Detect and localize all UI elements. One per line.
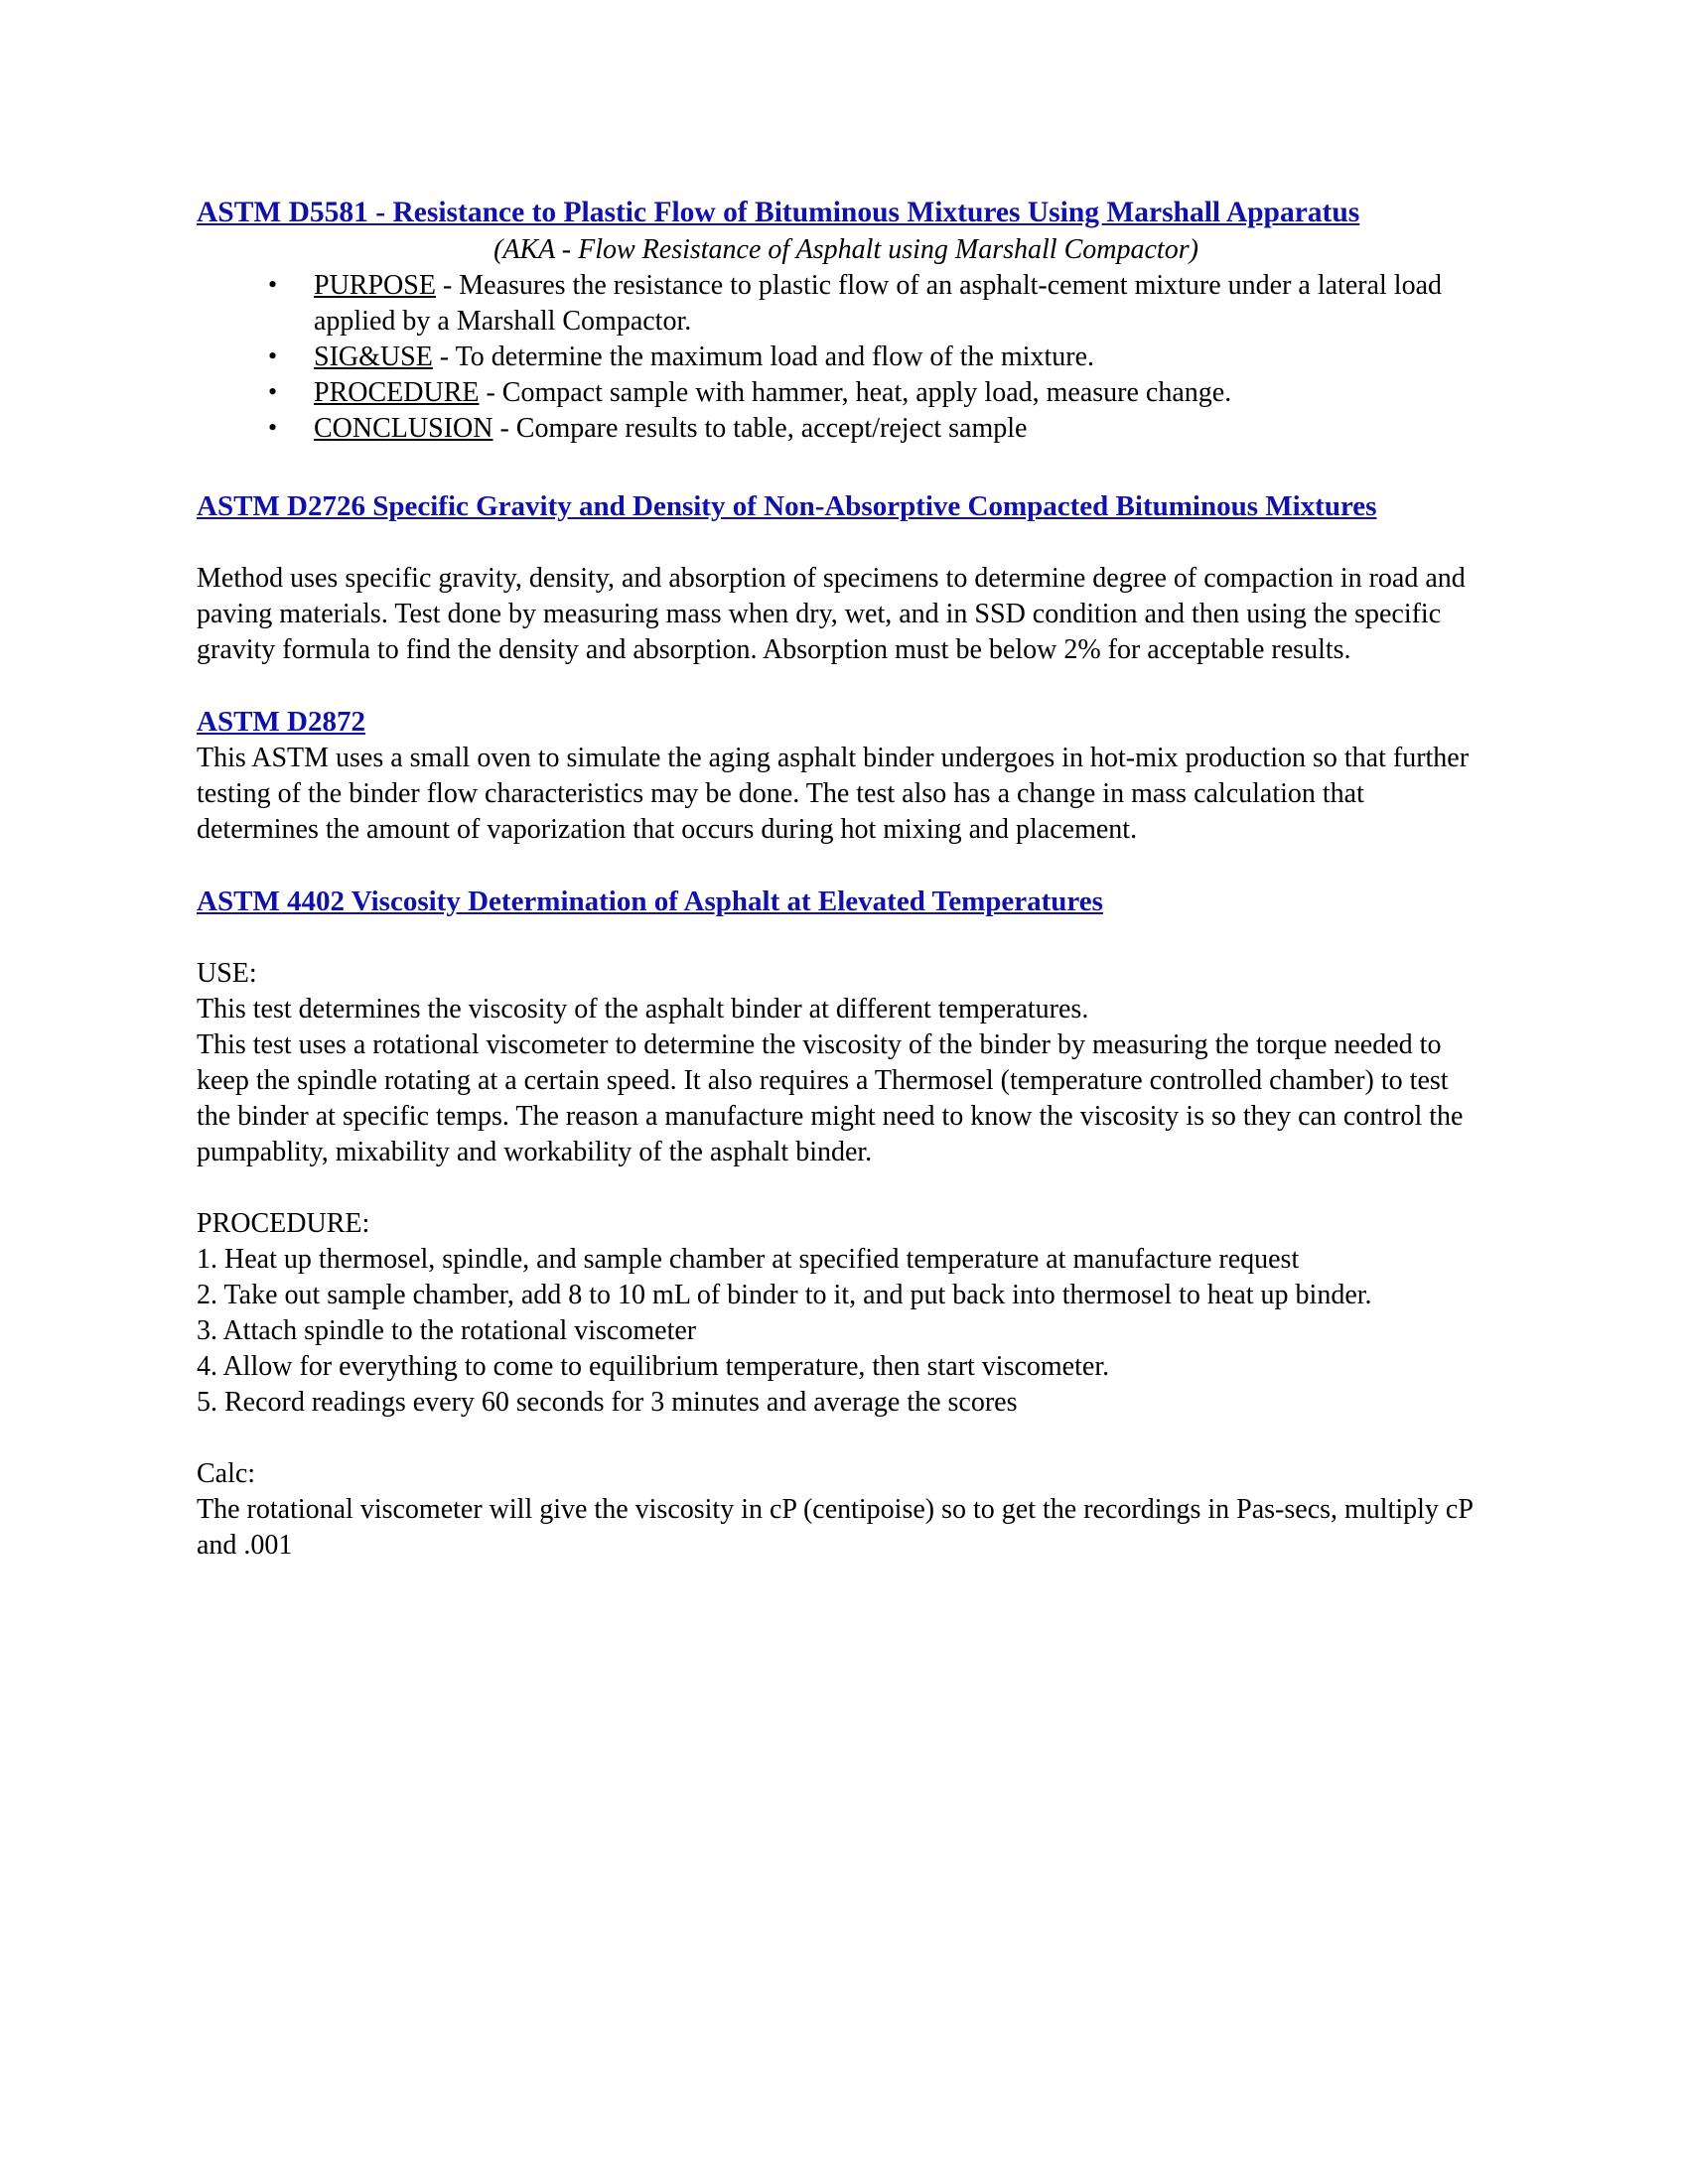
bullet-label: PROCEDURE [314,377,480,408]
bullet-text: - Measures the resistance to plastic flow of an asphalt-cement mixture under a lateral load applied by a Marshall Compactor. [314,270,1442,337]
calc-label: Calc: [197,1458,256,1489]
paragraph-astm-d2726: Method uses specific gravity, density, and absorption of specimens to determine degree of compaction in road and paving materials. Test done by measuring mass when dry, wet, and in SSD condition and then using the specific gravity formula to find the density and absorption. Absorption must be below 2% for acceptable results. [197,563,1466,665]
procedure-step: 1. Heat up thermosel, spindle, and sample chamber at specified temperature at manufacture request [197,1244,1300,1275]
bullet-text: - Compare results to table, accept/reject sample [492,413,1028,444]
spacer [197,920,1479,956]
list-item [268,411,1479,447]
subtitle-astm-d5581: (AKA - Flow Resistance of Asphalt using Marshall Compactor) [493,234,1198,265]
use-label: USE: [197,958,257,989]
list-item [268,340,1479,375]
bullet-label: CONCLUSION [314,413,493,444]
spacer [197,848,1479,884]
bullet-label: SIG&USE [314,341,433,372]
list-item [268,375,1479,411]
paragraph-use: This test uses a rotational viscometer to determine the viscosity of the binder by measuring the torque needed to keep the spindle rotating at a certain speed. It also requires a Thermosel (temperature controlled chamber) to test the binder at specific temps. The reason a manufacture might need to know the viscosity is so they can control the pumpablity, mixability and workability of the asphalt binder. [197,1029,1464,1167]
spacer [197,447,1479,488]
spacer [197,1170,1479,1206]
bullet-label: PURPOSE [314,270,436,301]
paragraph-astm-d2872: This ASTM uses a small oven to simulate the aging asphalt binder undergoes in hot-mix production so that further testing of the binder flow characteristics may be done. The test also has a change in mass calculation that determines the amount of vaporization that occurs during hot mixing and placement. [197,743,1470,845]
procedure-step: 4. Allow for everything to come to equilibrium temperature, then start viscometer. [197,1351,1110,1382]
procedure-step: 5. Record readings every 60 seconds for 3 minutes and average the scores [197,1387,1018,1418]
spacer [197,525,1479,561]
procedure-label: PROCEDURE: [197,1208,370,1239]
bullet-text: - To determine the maximum load and flow of the mixture. [432,341,1095,372]
list-item [268,268,1479,340]
procedure-step: 3. Attach spindle to the rotational viscometer [197,1315,697,1346]
bullet-text: - Compact sample with hammer, heat, apply load, measure change. [479,377,1232,408]
heading-astm-d5581: ASTM D5581 - Resistance to Plastic Flow of Bituminous Mixtures Using Marshall Apparatus [197,197,1360,228]
spacer [197,668,1479,704]
document-body [197,195,1479,1564]
paragraph-calc: The rotational viscometer will give the viscosity in cP (centipoise) so to get the recordings in Pas-secs, multiply cP and .001 [197,1494,1473,1561]
heading-astm-4402: ASTM 4402 Viscosity Determination of Asphalt at Elevated Temperatures [197,886,1103,917]
procedure-step: 2. Take out sample chamber, add 8 to 10 mL of binder to it, and put back into thermosel to heat up binder. [197,1280,1372,1310]
heading-astm-d2872: ASTM D2872 [197,706,365,738]
heading-astm-d2726: ASTM D2726 Specific Gravity and Density of Non-Absorptive Compacted Bituminous Mixtures [197,490,1377,522]
spacer [197,1421,1479,1456]
bullet-list-astm-d5581 [197,268,1479,447]
use-line-1: This test determines the viscosity of the asphalt binder at different temperatures. [197,994,1089,1024]
